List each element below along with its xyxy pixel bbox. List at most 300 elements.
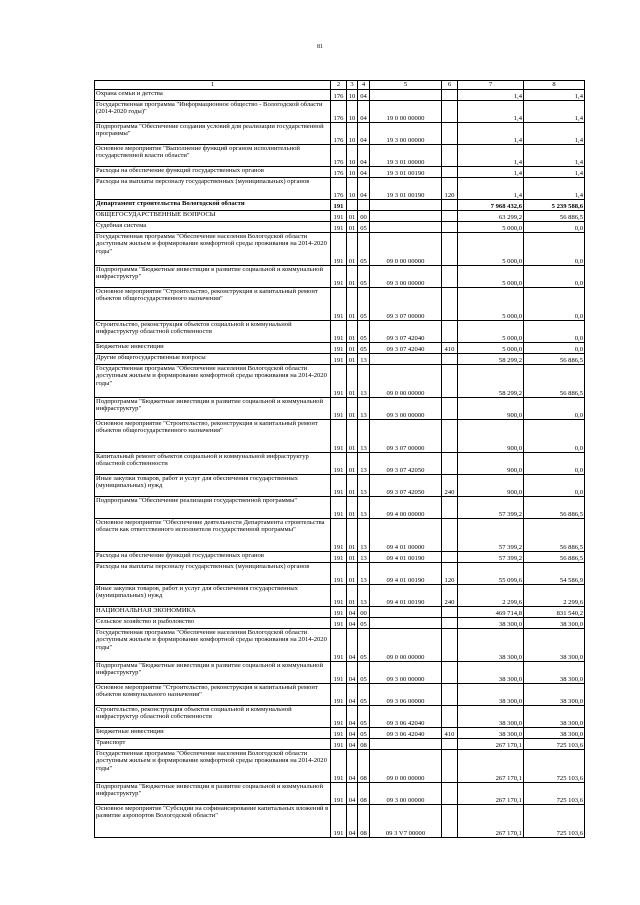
amount-year-2: 56 886,5: [524, 211, 585, 222]
admin-code: 191: [331, 519, 347, 552]
amount-year-1: 5 000,0: [458, 266, 524, 288]
amount-year-1: 57 399,2: [458, 552, 524, 563]
subsection-code: 05: [358, 706, 370, 728]
amount-year-2: 56 886,5: [524, 365, 585, 398]
expense-type-code: [442, 145, 458, 167]
amount-year-2: 54 586,9: [524, 563, 585, 585]
admin-code: 176: [331, 145, 347, 167]
admin-code: 191: [331, 475, 347, 497]
table-row: [95, 475, 585, 497]
subsection-code: 04: [358, 101, 370, 123]
amount-year-2: 56 886,5: [524, 519, 585, 552]
subsection-code: 05: [358, 662, 370, 684]
admin-code: 191: [331, 398, 347, 420]
column-header: 6: [442, 81, 458, 90]
amount-year-1: 5 000,0: [458, 288, 524, 321]
table-row: [95, 563, 585, 585]
column-header: 7: [458, 81, 524, 90]
amount-year-1: 900,0: [458, 398, 524, 420]
target-article-code: 09 3 07 00000: [370, 420, 442, 453]
section-code: 04: [347, 783, 358, 805]
target-article-code: [370, 211, 442, 222]
amount-year-1: 5 000,0: [458, 343, 524, 354]
section-code: [347, 200, 358, 211]
table-row: [95, 585, 585, 607]
subsection-code: 05: [358, 266, 370, 288]
section-code: 01: [347, 497, 358, 519]
table-row: [95, 211, 585, 222]
subsection-code: 05: [358, 321, 370, 343]
section-code: 01: [347, 475, 358, 497]
admin-code: 176: [331, 123, 347, 145]
section-code: 10: [347, 178, 358, 200]
table-row: [95, 90, 585, 101]
expense-type-code: [442, 200, 458, 211]
row-name: Государственная программа "Информационное общество - Вологодской области (2014-2020 годы)": [95, 101, 331, 123]
amount-year-2: 0,0: [524, 475, 585, 497]
table-row: [95, 321, 585, 343]
admin-code: 191: [331, 684, 347, 706]
amount-year-2: 1,4: [524, 178, 585, 200]
amount-year-2: 38 300,0: [524, 662, 585, 684]
admin-code: 176: [331, 101, 347, 123]
section-code: 04: [347, 805, 358, 838]
amount-year-1: 57 399,2: [458, 519, 524, 552]
amount-year-2: 0,0: [524, 420, 585, 453]
expense-type-code: [442, 750, 458, 783]
admin-code: 176: [331, 90, 347, 101]
amount-year-1: 1,4: [458, 123, 524, 145]
section-code: 01: [347, 552, 358, 563]
amount-year-2: 725 103,6: [524, 750, 585, 783]
row-name: Подпрограмма "Бюджетные инвестиции в развитие социальной и коммунальной инфраструктур": [95, 398, 331, 420]
amount-year-1: 1,4: [458, 90, 524, 101]
subsection-code: 13: [358, 585, 370, 607]
table-row: [95, 607, 585, 618]
subsection-code: 04: [358, 90, 370, 101]
admin-code: 191: [331, 552, 347, 563]
target-article-code: 09 0 00 00000: [370, 629, 442, 662]
amount-year-1: 900,0: [458, 453, 524, 475]
target-article-code: 09 4 01 00190: [370, 585, 442, 607]
amount-year-2: 1,4: [524, 123, 585, 145]
expense-type-code: [442, 662, 458, 684]
row-name: Расходы на выплаты персоналу государственных (муниципальных) органов: [95, 178, 331, 200]
table-row: [95, 662, 585, 684]
subsection-code: 00: [358, 607, 370, 618]
table-header-row: [95, 81, 585, 90]
target-article-code: 19 3 01 00190: [370, 178, 442, 200]
amount-year-2: 56 886,5: [524, 497, 585, 519]
amount-year-1: 5 000,0: [458, 321, 524, 343]
target-article-code: 09 4 01 00000: [370, 519, 442, 552]
expense-type-code: [442, 321, 458, 343]
expense-type-code: 120: [442, 563, 458, 585]
admin-code: 191: [331, 266, 347, 288]
amount-year-2: 38 300,0: [524, 706, 585, 728]
row-name: Департамент строительства Вологодской области: [95, 200, 331, 211]
admin-code: 191: [331, 200, 347, 211]
expense-type-code: [442, 519, 458, 552]
amount-year-1: 900,0: [458, 475, 524, 497]
amount-year-2: 725 103,6: [524, 739, 585, 750]
row-name: Строительство, реконструкция объектов социальной и коммунальной инфраструктур областной собственности: [95, 706, 331, 728]
admin-code: 191: [331, 233, 347, 266]
section-code: 01: [347, 233, 358, 266]
amount-year-2: 725 103,6: [524, 805, 585, 838]
amount-year-1: 58 299,2: [458, 365, 524, 398]
table-row: [95, 783, 585, 805]
table-row: [95, 101, 585, 123]
section-code: 10: [347, 123, 358, 145]
row-name: НАЦИОНАЛЬНАЯ ЭКОНОМИКА: [95, 607, 331, 618]
target-article-code: 19 3 00 00000: [370, 123, 442, 145]
section-code: 01: [347, 585, 358, 607]
admin-code: 176: [331, 178, 347, 200]
expense-type-code: [442, 222, 458, 233]
section-code: 10: [347, 145, 358, 167]
row-name: Капитальный ремонт объектов социальной и коммунальной инфраструктур областной собственности: [95, 453, 331, 475]
admin-code: 191: [331, 563, 347, 585]
amount-year-1: 7 968 432,6: [458, 200, 524, 211]
amount-year-1: 5 000,0: [458, 233, 524, 266]
row-name: Государственная программа "Обеспечение населения Вологодской области доступным жильем и формирование комфортной среды проживания на 2014-2020 годы": [95, 629, 331, 662]
amount-year-2: 0,0: [524, 288, 585, 321]
target-article-code: 09 3 07 00000: [370, 288, 442, 321]
table-row: [95, 222, 585, 233]
amount-year-2: 38 300,0: [524, 618, 585, 629]
row-name: Основное мероприятие "Обеспечение деятельности Департамента строительства области как ответственного исполнителя государственной программы": [95, 519, 331, 552]
expense-type-code: [442, 211, 458, 222]
subsection-code: 13: [358, 365, 370, 398]
admin-code: 191: [331, 618, 347, 629]
amount-year-2: 56 886,5: [524, 354, 585, 365]
section-code: 01: [347, 365, 358, 398]
subsection-code: 13: [358, 497, 370, 519]
row-name: Бюджетные инвестиции: [95, 343, 331, 354]
subsection-code: 00: [358, 211, 370, 222]
row-name: Государственная программа "Обеспечение населения Вологодской области доступным жильем и формирование комфортной среды проживания на 2014-2020 годы": [95, 365, 331, 398]
section-code: 01: [347, 321, 358, 343]
subsection-code: 05: [358, 233, 370, 266]
amount-year-1: 5 000,0: [458, 222, 524, 233]
subsection-code: 08: [358, 739, 370, 750]
amount-year-2: 0,0: [524, 453, 585, 475]
row-name: Подпрограмма "Бюджетные инвестиции в развитие социальной и коммунальной инфраструктур": [95, 783, 331, 805]
admin-code: 191: [331, 453, 347, 475]
table-row: [95, 706, 585, 728]
amount-year-2: 38 300,0: [524, 629, 585, 662]
expense-type-code: 240: [442, 475, 458, 497]
amount-year-2: 0,0: [524, 222, 585, 233]
row-name: Расходы на обеспечение функций государственных органов: [95, 552, 331, 563]
column-header: 8: [524, 81, 585, 90]
amount-year-2: 38 300,0: [524, 728, 585, 739]
section-code: 01: [347, 563, 358, 585]
target-article-code: 09 3 V7 00000: [370, 805, 442, 838]
row-name: Транспорт: [95, 739, 331, 750]
subsection-code: 05: [358, 618, 370, 629]
admin-code: 191: [331, 662, 347, 684]
subsection-code: 05: [358, 684, 370, 706]
table-row: [95, 178, 585, 200]
amount-year-2: 1,4: [524, 145, 585, 167]
amount-year-1: 58 299,2: [458, 354, 524, 365]
subsection-code: 13: [358, 475, 370, 497]
amount-year-1: 38 300,0: [458, 662, 524, 684]
admin-code: 191: [331, 497, 347, 519]
row-name: Расходы на выплаты персоналу государственных (муниципальных) органов: [95, 563, 331, 585]
target-article-code: 09 3 07 42040: [370, 343, 442, 354]
amount-year-1: 63 299,2: [458, 211, 524, 222]
row-name: ОБЩЕГОСУДАРСТВЕННЫЕ ВОПРОСЫ: [95, 211, 331, 222]
expense-type-code: [442, 783, 458, 805]
column-header: 1: [95, 81, 331, 90]
subsection-code: [358, 200, 370, 211]
row-name: Охрана семьи и детства: [95, 90, 331, 101]
target-article-code: 09 3 00 00000: [370, 398, 442, 420]
subsection-code: 04: [358, 167, 370, 178]
subsection-code: 13: [358, 563, 370, 585]
target-article-code: 09 4 01 00190: [370, 552, 442, 563]
subsection-code: 13: [358, 519, 370, 552]
subsection-code: 08: [358, 805, 370, 838]
amount-year-2: 0,0: [524, 321, 585, 343]
table-row: [95, 739, 585, 750]
subsection-code: 05: [358, 629, 370, 662]
section-code: 01: [347, 266, 358, 288]
expense-type-code: [442, 233, 458, 266]
amount-year-1: 1,4: [458, 145, 524, 167]
amount-year-1: 267 170,1: [458, 805, 524, 838]
table-row: [95, 233, 585, 266]
target-article-code: 09 3 07 42050: [370, 475, 442, 497]
row-name: Основное мероприятие "Субсидии на софинансирование капитальных вложений в развитие аэропортов Вологодской области": [95, 805, 331, 838]
section-code: 01: [347, 343, 358, 354]
table-row: [95, 453, 585, 475]
row-name: Основное мероприятие "Строительство, реконструкция и капитальный ремонт объектов общегосударственного назначения": [95, 420, 331, 453]
subsection-code: 05: [358, 288, 370, 321]
table-row: [95, 123, 585, 145]
expense-type-code: [442, 90, 458, 101]
row-name: Подпрограмма "Обеспечение реализации государственной программы": [95, 497, 331, 519]
target-article-code: 09 3 00 00000: [370, 662, 442, 684]
amount-year-1: 1,4: [458, 167, 524, 178]
amount-year-1: 267 170,1: [458, 750, 524, 783]
target-article-code: 09 0 00 00000: [370, 365, 442, 398]
amount-year-2: 0,0: [524, 233, 585, 266]
target-article-code: [370, 607, 442, 618]
subsection-code: 13: [358, 354, 370, 365]
admin-code: 191: [331, 354, 347, 365]
column-header: 5: [370, 81, 442, 90]
admin-code: 191: [331, 211, 347, 222]
subsection-code: 08: [358, 750, 370, 783]
column-header: 3: [347, 81, 358, 90]
target-article-code: 09 4 01 00190: [370, 563, 442, 585]
section-code: 01: [347, 288, 358, 321]
amount-year-2: 725 103,6: [524, 783, 585, 805]
admin-code: 191: [331, 585, 347, 607]
expense-type-code: [442, 354, 458, 365]
table-row: [95, 519, 585, 552]
admin-code: 191: [331, 750, 347, 783]
amount-year-1: 1,4: [458, 178, 524, 200]
row-name: Подпрограмма "Бюджетные инвестиции в развитие социальной и коммунальной инфраструктур": [95, 266, 331, 288]
section-code: 04: [347, 607, 358, 618]
target-article-code: 19 0 00 00000: [370, 101, 442, 123]
section-code: 04: [347, 662, 358, 684]
target-article-code: [370, 354, 442, 365]
amount-year-1: 267 170,1: [458, 739, 524, 750]
target-article-code: 09 3 00 00000: [370, 783, 442, 805]
expense-type-code: [442, 607, 458, 618]
expense-type-code: [442, 805, 458, 838]
amount-year-2: 1,4: [524, 167, 585, 178]
section-code: 10: [347, 167, 358, 178]
target-article-code: 09 3 07 42040: [370, 321, 442, 343]
section-code: 01: [347, 354, 358, 365]
admin-code: 191: [331, 607, 347, 618]
amount-year-2: 1,4: [524, 101, 585, 123]
section-code: 01: [347, 211, 358, 222]
amount-year-2: 0,0: [524, 398, 585, 420]
section-code: 01: [347, 453, 358, 475]
expense-type-code: [442, 266, 458, 288]
target-article-code: 09 3 06 42040: [370, 706, 442, 728]
row-name: Основное мероприятие "Строительство, реконструкция и капитальный ремонт объектов коммунального назначения": [95, 684, 331, 706]
expense-type-code: [442, 706, 458, 728]
table-row: [95, 805, 585, 838]
subsection-code: 13: [358, 453, 370, 475]
table-row: [95, 618, 585, 629]
subsection-code: 13: [358, 420, 370, 453]
target-article-code: 19 3 01 00000: [370, 145, 442, 167]
target-article-code: 09 4 00 00000: [370, 497, 442, 519]
row-name: Иные закупки товаров, работ и услуг для обеспечения государственных (муниципальных) нужд: [95, 585, 331, 607]
table-row: [95, 398, 585, 420]
row-name: Расходы на обеспечение функций государственных органов: [95, 167, 331, 178]
table-row: [95, 750, 585, 783]
expense-type-code: [442, 420, 458, 453]
row-name: Государственная программа "Обеспечение населения Вологодской области доступным жильем и формирование комфортной среды проживания на 2014-2020 годы": [95, 233, 331, 266]
row-name: Строительство, реконструкция объектов социальной и коммунальной инфраструктур областной собственности: [95, 321, 331, 343]
amount-year-1: 469 714,8: [458, 607, 524, 618]
expense-type-code: [442, 288, 458, 321]
expense-type-code: 120: [442, 178, 458, 200]
expense-type-code: 410: [442, 343, 458, 354]
amount-year-1: 38 300,0: [458, 684, 524, 706]
section-code: 01: [347, 398, 358, 420]
expense-type-code: [442, 552, 458, 563]
budget-table: [94, 80, 585, 838]
row-name: Иные закупки товаров, работ и услуг для обеспечения государственных (муниципальных) нужд: [95, 475, 331, 497]
expense-type-code: [442, 739, 458, 750]
admin-code: 191: [331, 805, 347, 838]
subsection-code: 13: [358, 398, 370, 420]
amount-year-1: 267 170,1: [458, 783, 524, 805]
expense-type-code: [442, 453, 458, 475]
expense-type-code: [442, 398, 458, 420]
amount-year-1: 38 300,0: [458, 618, 524, 629]
section-code: 04: [347, 684, 358, 706]
target-article-code: 09 0 00 00000: [370, 750, 442, 783]
page-number: 81: [317, 44, 323, 50]
section-code: 10: [347, 90, 358, 101]
expense-type-code: [442, 684, 458, 706]
subsection-code: 04: [358, 178, 370, 200]
row-name: Основное мероприятие "Строительство, реконструкция и капитальный ремонт объектов общегосударственного назначения": [95, 288, 331, 321]
target-article-code: 09 3 06 42040: [370, 728, 442, 739]
expense-type-code: [442, 497, 458, 519]
amount-year-2: 0,0: [524, 266, 585, 288]
target-article-code: 19 3 01 00190: [370, 167, 442, 178]
target-article-code: 09 3 07 42050: [370, 453, 442, 475]
row-name: Основное мероприятие "Выполнение функций органом исполнительной государственной власти области": [95, 145, 331, 167]
admin-code: 191: [331, 365, 347, 398]
amount-year-2: 1,4: [524, 90, 585, 101]
target-article-code: [370, 90, 442, 101]
subsection-code: 08: [358, 783, 370, 805]
table-row: [95, 200, 585, 211]
expense-type-code: 410: [442, 728, 458, 739]
amount-year-2: 38 300,0: [524, 684, 585, 706]
subsection-code: 05: [358, 222, 370, 233]
table-row: [95, 684, 585, 706]
table-row: [95, 343, 585, 354]
column-header: 4: [358, 81, 370, 90]
target-article-code: 09 0 00 00000: [370, 233, 442, 266]
table-row: [95, 145, 585, 167]
amount-year-2: 2 299,6: [524, 585, 585, 607]
expense-type-code: [442, 123, 458, 145]
table-row: [95, 728, 585, 739]
section-code: 04: [347, 728, 358, 739]
amount-year-1: 2 299,6: [458, 585, 524, 607]
expense-type-code: [442, 101, 458, 123]
subsection-code: 05: [358, 728, 370, 739]
table-row: [95, 552, 585, 563]
target-article-code: [370, 200, 442, 211]
section-code: 01: [347, 519, 358, 552]
subsection-code: 13: [358, 552, 370, 563]
amount-year-2: 831 540,2: [524, 607, 585, 618]
target-article-code: 09 3 00 00000: [370, 266, 442, 288]
table-row: [95, 365, 585, 398]
subsection-code: 04: [358, 123, 370, 145]
amount-year-1: 900,0: [458, 420, 524, 453]
table-row: [95, 497, 585, 519]
row-name: Государственная программа "Обеспечение населения Вологодской области доступным жильем и формирование комфортной среды проживания на 2014-2020 годы": [95, 750, 331, 783]
amount-year-1: 55 099,6: [458, 563, 524, 585]
admin-code: 191: [331, 629, 347, 662]
section-code: 01: [347, 420, 358, 453]
section-code: 01: [347, 222, 358, 233]
row-name: Подпрограмма "Бюджетные инвестиции в развитие социальной и коммунальной инфраструктур": [95, 662, 331, 684]
amount-year-2: 56 886,5: [524, 552, 585, 563]
subsection-code: 05: [358, 343, 370, 354]
amount-year-1: 57 399,2: [458, 497, 524, 519]
expense-type-code: [442, 365, 458, 398]
admin-code: 176: [331, 167, 347, 178]
admin-code: 191: [331, 739, 347, 750]
section-code: 04: [347, 739, 358, 750]
table-row: [95, 354, 585, 365]
table-row: [95, 288, 585, 321]
row-name: Сельское хозяйство и рыболовство: [95, 618, 331, 629]
amount-year-1: 38 300,0: [458, 728, 524, 739]
section-code: 04: [347, 706, 358, 728]
